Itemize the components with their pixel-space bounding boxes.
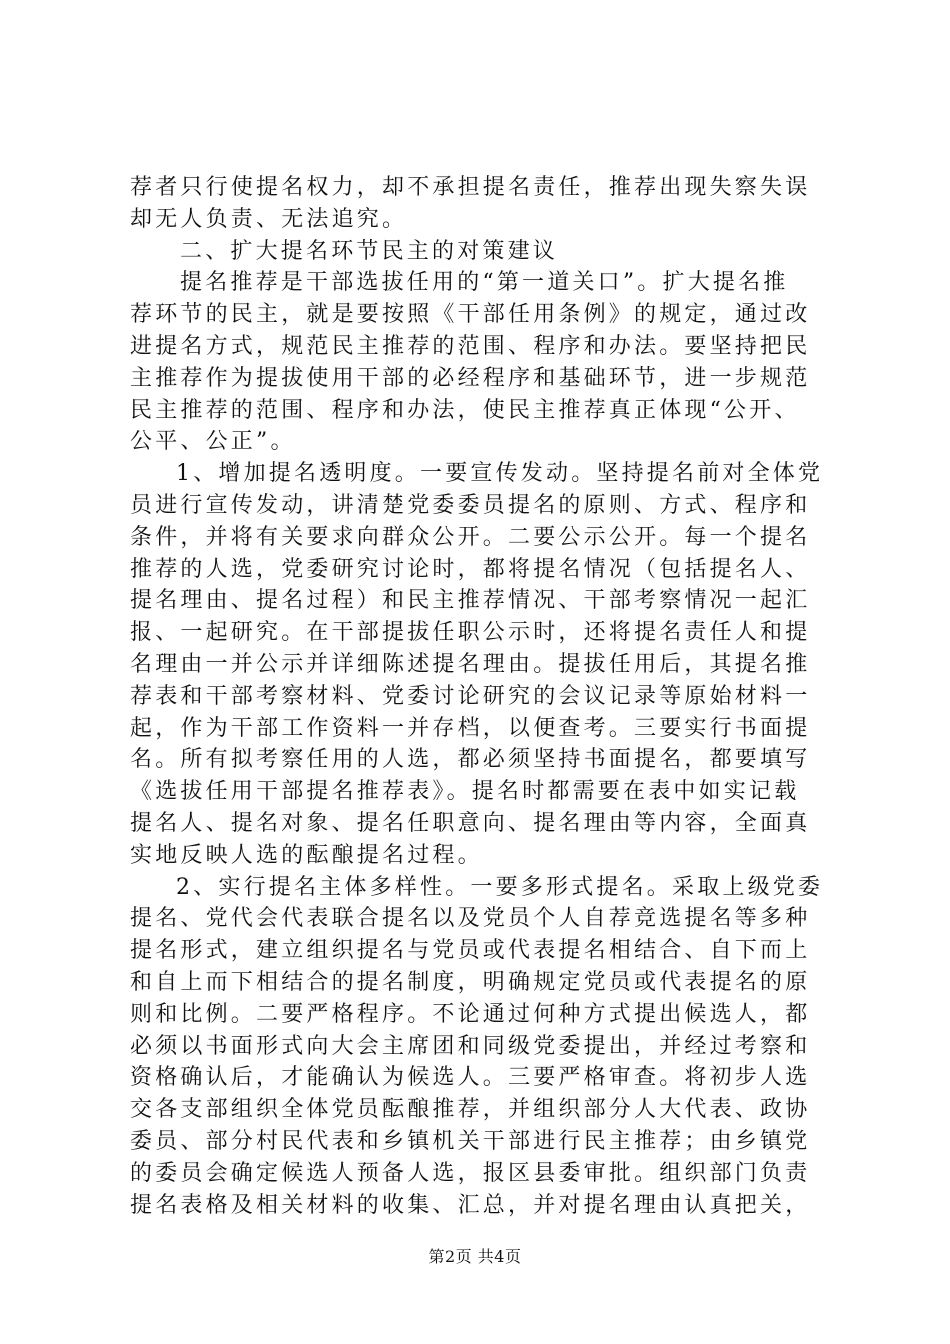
paragraph-line: 提名、党代会代表联合提名以及党员个人自荐竞选提名等多种 [130, 906, 811, 932]
paragraph-line: 报、一起研究。在干部提拔任职公示时，还将提名责任人和提 [130, 620, 811, 646]
paragraph-line: 提名表格及相关材料的收集、汇总，并对提名理由认真把关， [130, 1192, 811, 1218]
page-number: 第2页 共4页 [428, 1247, 522, 1266]
paragraph-line: 实地反映人选的酝酿提名过程。 [130, 842, 483, 868]
paragraph-line: 名理由一并公示并详细陈述提名理由。提拔任用后，其提名推 [130, 651, 811, 677]
paragraph-line: 提名形式，建立组织提名与党员或代表提名相结合、自下而上 [130, 938, 811, 964]
paragraph-line: 《选拔任用干部提名推荐表》。提名时都需要在表中如实记载 [130, 779, 800, 805]
paragraph-line: 荐环节的民主，就是要按照《干部任用条例》的规定，通过改 [130, 302, 811, 328]
paragraph-line: 公平、公正”。 [130, 429, 296, 455]
paragraph-line: 提名人、提名对象、提名任职意向、提名理由等内容，全面真 [130, 810, 811, 836]
paragraph-line: 主推荐作为提拔使用干部的必经程序和基础环节，进一步规范 [130, 365, 811, 391]
paragraph-line: 则和比例。二要严格程序。不论通过何种方式提出候选人，都 [130, 1001, 811, 1027]
page-footer [0, 1244, 950, 1267]
paragraph-line: 起，作为干部工作资料一并存档，以便查考。三要实行书面提 [130, 715, 811, 741]
paragraph-line: 1、增加提名透明度。一要宣传发动。坚持提名前对全体党 [176, 461, 824, 487]
paragraph-line: 推荐的人选，党委研究讨论时，都将提名情况（包括提名人、 [130, 556, 811, 582]
paragraph-line: 荐者只行使提名权力，却不承担提名责任，推荐出现失察失误 [130, 175, 811, 200]
paragraph-line: 委员、部分村民代表和乡镇机关干部进行民主推荐；由乡镇党 [130, 1128, 811, 1154]
document-body [130, 172, 824, 1221]
paragraph-line: 进提名方式，规范民主推荐的范围、程序和办法。要坚持把民 [130, 333, 811, 359]
paragraph-line: 和自上而下相结合的提名制度，明确规定党员或代表提名的原 [130, 969, 811, 995]
section-heading: 二、扩大提名环节民主的对策建议 [180, 238, 559, 264]
paragraph-line: 提名推荐是干部选拔任用的“第一道关口”。扩大提名推 [180, 270, 789, 296]
paragraph-line: 员进行宣传发动，讲清楚党委委员提名的原则、方式、程序和 [130, 492, 811, 518]
paragraph-line: 却无人负责、无法追究。 [130, 206, 408, 232]
paragraph-line: 必须以书面形式向大会主席团和同级党委提出，并经过考察和 [130, 1033, 811, 1059]
paragraph-line: 的委员会确定候选人预备人选，报区县委审批。组织部门负责 [130, 1160, 811, 1186]
paragraph-line: 荐表和干部考察材料、党委讨论研究的会议记录等原始材料一 [130, 683, 811, 709]
paragraph-line: 民主推荐的范围、程序和办法，使民主推荐真正体现“公开、 [130, 397, 800, 423]
paragraph-line: 2、实行提名主体多样性。一要多形式提名。采取上级党委 [176, 874, 824, 900]
paragraph-line: 提名理由、提名过程）和民主推荐情况、干部考察情况一起汇 [130, 588, 811, 614]
paragraph-line: 名。所有拟考察任用的人选，都必须坚持书面提名，都要填写 [130, 747, 811, 773]
paragraph-line: 交各支部组织全体党员酝酿推荐，并组织部分人大代表、政协 [130, 1097, 811, 1123]
paragraph-line: 条件，并将有关要求向群众公开。二要公示公开。每一个提名 [130, 524, 811, 550]
paragraph-line: 资格确认后，才能确认为候选人。三要严格审查。将初步人选 [130, 1065, 811, 1091]
